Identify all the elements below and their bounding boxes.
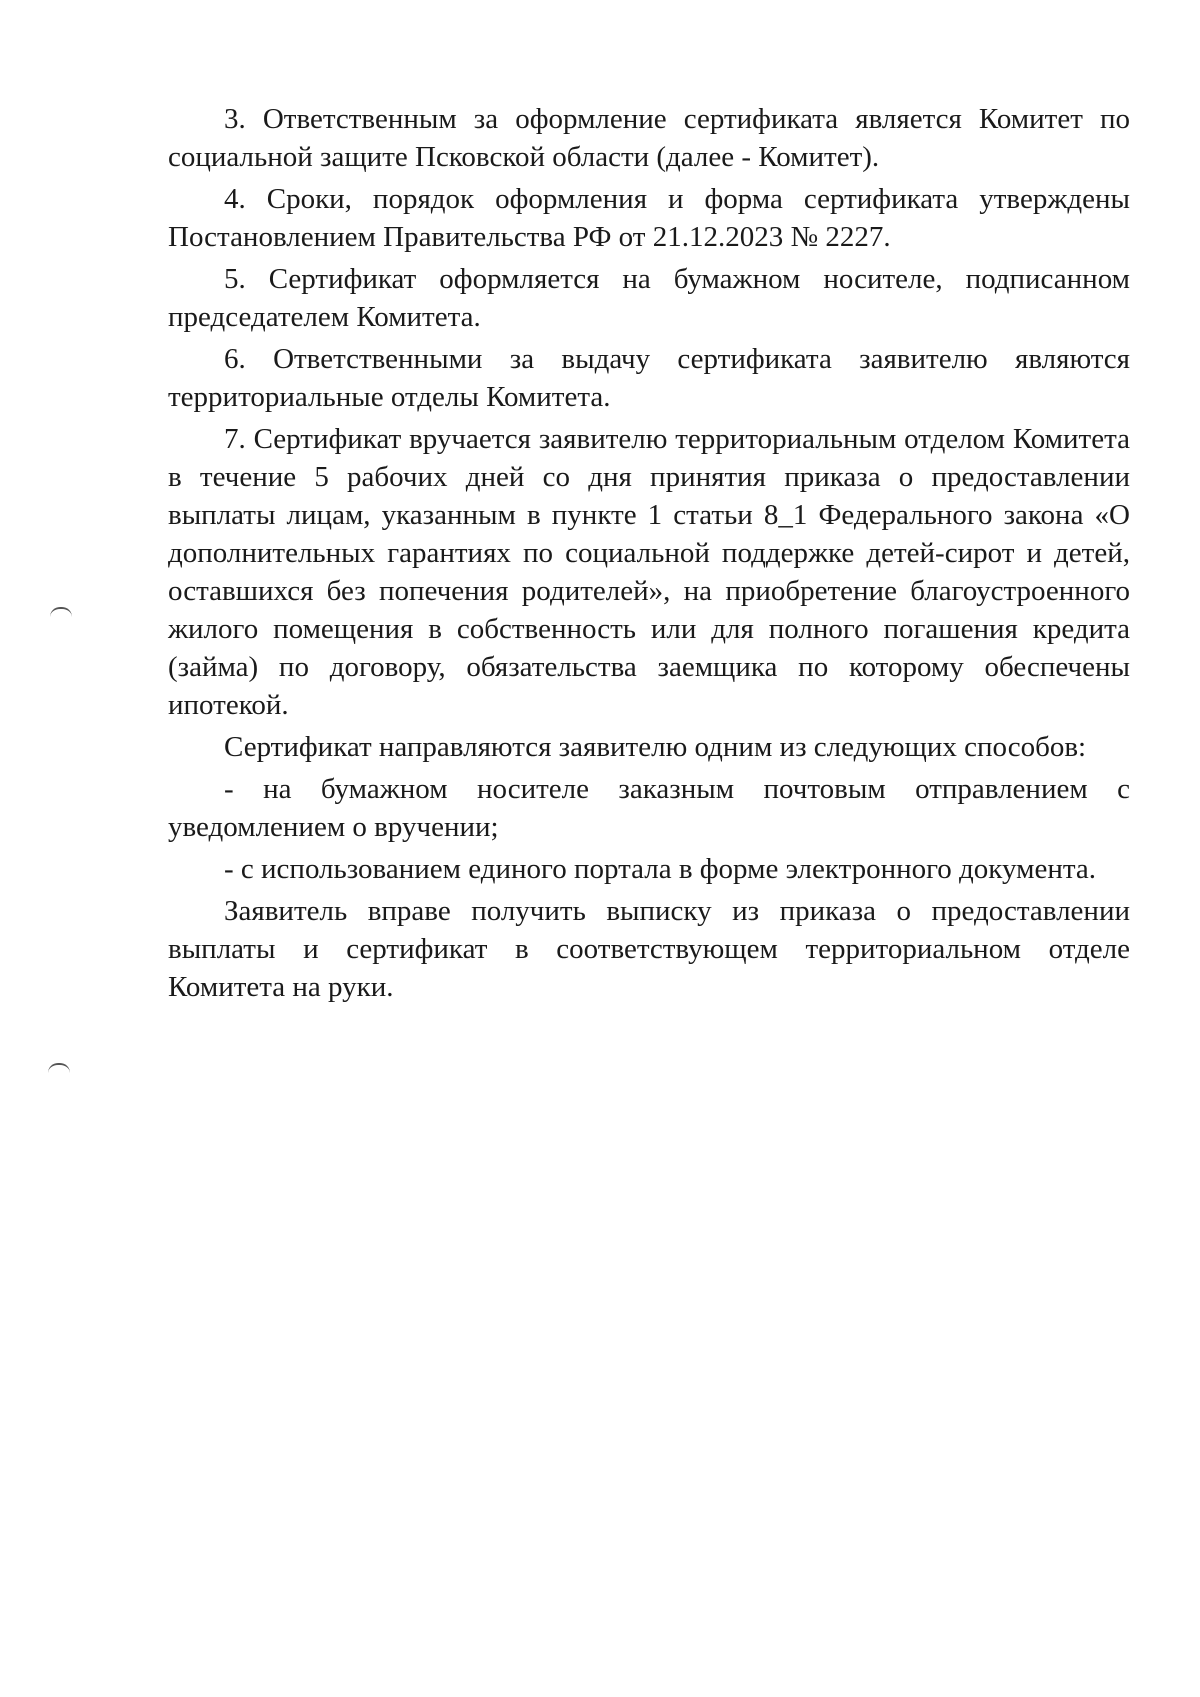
document-page	[168, 100, 1130, 1010]
paragraph-item-3: 3. Ответственным за оформление сертификата является Комитет по социальной защите Псковской области (далее - Комитет).	[168, 103, 1130, 173]
paragraph-item-4: 4. Сроки, порядок оформления и форма сертификата утверждены Постановлением Правительства РФ от 21.12.2023 № 2227.	[168, 183, 1130, 253]
delivery-method-paper: - на бумажном носителе заказным почтовым отправлением с уведомлением о вручении;	[168, 773, 1130, 843]
scan-margin-mark	[48, 1063, 70, 1073]
paragraph-item-7: 7. Сертификат вручается заявителю территориальным отделом Комитета в течение 5 рабочих дней со дня принятия приказа о предоставлении выплаты лицам, указанным в пункте 1 статьи 8_1 Федерального закона «О дополнительных гарантиях по социальной поддержке детей-сирот и детей, оставшихся без попечения родителей», на приобретение благоустроенного жилого помещения в собственность или для полного погашения кредита (займа) по договору, обязательства заемщика по которому обеспечены ипотекой.	[168, 423, 1130, 721]
delivery-methods-intro: Сертификат направляются заявителю одним из следующих способов:	[224, 731, 1087, 763]
paragraph-item-5: 5. Сертификат оформляется на бумажном носителе, подписанном председателем Комитета.	[168, 263, 1130, 333]
delivery-method-portal: - с использованием единого портала в форме электронного документа.	[224, 853, 1096, 885]
applicant-rights-paragraph: Заявитель вправе получить выписку из приказа о предоставлении выплаты и сертификат в соответствующем территориальном отделе Комитета на руки.	[168, 895, 1130, 1003]
paragraph-item-6: 6. Ответственными за выдачу сертификата заявителю являются территориальные отделы Комитета.	[168, 343, 1130, 413]
scan-margin-mark	[50, 607, 72, 617]
